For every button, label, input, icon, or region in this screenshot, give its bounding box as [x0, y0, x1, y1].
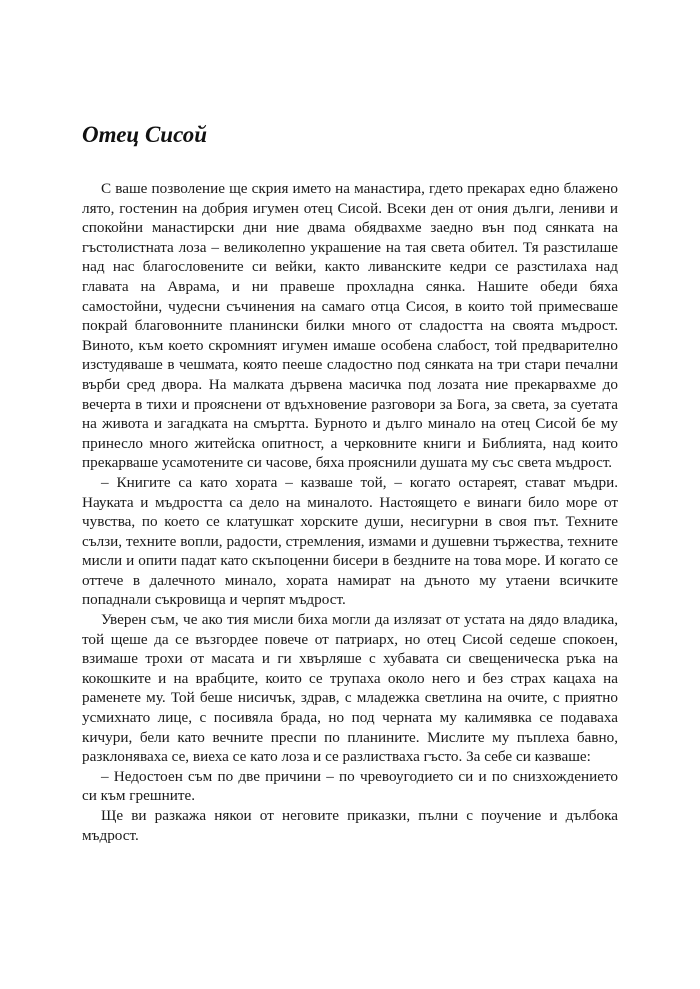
- paragraph: Ще ви разкажа някои от неговите приказки, пълни с поучение и дълбока мъдрост.: [82, 807, 618, 844]
- chapter-body: [82, 179, 618, 845]
- paragraph: С ваше позволение ще скрия името на манастира, гдето прекарах едно блажено лято, гостенин на добрия игумен отец Сисой. Всеки ден от ония дълги, лениви и спокойни манастирски дни ние двама обядвахме заедно вън под сянката на гъстолистната лоза – великолепно украшение на тая света обител. Тя разстилаше над нас благословените си вейки, както ливанските кедри се разстилаха над главата на Аврама, и ни правеше прохладна сянка. Нашите обеди бяха самостойни, чудесни съчинения на самаго отца Сисоя, в които той примесваше покрай благовонните планински билки много от сладостта на своята мъдрост. Виното, към което скромният игумен имаше особена слабост, той предварително изстудяваше в чешмата, която пееше сладостно под сянката на три стари печални върби сред двора. На малката дървена масичка под лозата ние прекарвахме до вечерта в тихи и прояснени от вдъхновение разговори за Бога, за света, за суетата на живота и загадката на смъртта. Бурното и дълго минало на отец Сисой бе му принесло много житейска опитност, а черковните книги и Библията, над които прекарваше усамотените си часове, бяха прояснили душата му със света мъдрост.: [82, 180, 618, 472]
- chapter-title: Отец Сисой: [82, 122, 208, 147]
- paragraph: – Недостоен съм по две причини – по чревоугодието си и по снизхождението си към грешните.: [82, 767, 618, 805]
- paragraph: – Книгите са като хората – казваше той, – когато остареят, стават мъдри. Науката и мъдростта са дело на миналото. Настоящето е винаги било море от чувства, по което се клатушкат хорските души, несигурни в своя път. Техните сълзи, техните вопли, радости, стремления, измами и душевни тържества, техните мисли и опити падат като скъпоценни бисери в бездните на това море. И когато се оттече в далечното минало, хората намират на дъното му утаени всичките попаднали съкровища и черпят мъдрост.: [82, 473, 618, 609]
- paragraph: Уверен съм, че ако тия мисли биха могли да излязат от устата на дядо владика, той щеше да се възгордее повече от патриарх, но отец Сисой седеше спокоен, взимаше трохи от масата и ги хвърляше с хубавата си свещеническа ръка на кокошките и на врабците, които се трупаха около него и без страх кацаха на раменете му. Той беше нисичък, здрав, с младежка светлина на очите, с приятно усмихнато лице, с посивяла брада, но под черната му калимявка се подаваха кичури, бели като вечните преспи по планините. Мислите му пъплеха бавно, разклоняваха се, виеха се като лоза и се разлистваха гъсто. За себе си казваше:: [82, 611, 618, 766]
